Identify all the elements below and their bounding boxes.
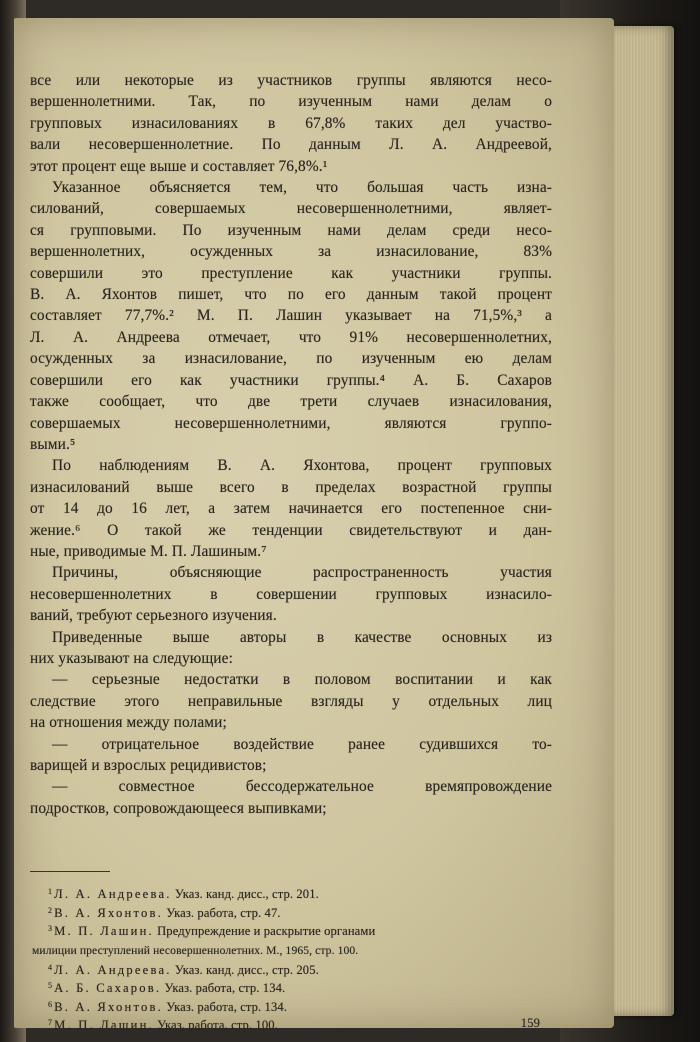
- footnote-text: Указ. работа, стр. 47.: [162, 905, 281, 920]
- footnote-number: 6: [48, 999, 53, 1009]
- footnote-number: 1: [48, 887, 53, 897]
- page-number: 159: [520, 1016, 540, 1031]
- text-line: вершеннолетних, осужденных за изнасилование, 83%: [30, 243, 552, 261]
- footnote: [30, 903, 552, 922]
- footnote: [30, 884, 552, 903]
- text-line: вершеннолетними. Так, по изученным нами делам о: [30, 93, 552, 111]
- footnote-text: милиции преступлений несовершеннолетних. М., 1965, стр. 100.: [32, 944, 359, 957]
- footnote-author: В. А. Яхонтов.: [54, 999, 163, 1014]
- footnote-author: М. П. Лашин.: [54, 1018, 154, 1033]
- text-line: ваний, требуют серьезного изучения.: [30, 607, 277, 625]
- footnotes: [30, 884, 552, 1034]
- text-line: также сообщает, что две трети случаев изнасилования,: [30, 393, 552, 411]
- text-line: совершили это преступление как участники группы.: [30, 264, 552, 282]
- text-line: силований, совершаемых несовершеннолетними, являет-: [30, 200, 552, 218]
- footnote: [30, 978, 552, 997]
- text-line: По наблюдениям В. А. Яхонтова, процент групповых: [52, 457, 552, 475]
- footnote: [30, 940, 552, 960]
- page-text: [30, 70, 552, 1034]
- text-line: них указывают на следующие:: [30, 649, 233, 667]
- text-line: групповых изнасилованиях в 67,8% таких дел участво-: [30, 114, 552, 132]
- text-line: от 14 до 16 лет, а затем начинается его постепенное сни-: [30, 500, 552, 518]
- text-line: совершили его как участники группы.⁴ А. Б. Сахаров: [30, 371, 552, 389]
- footnote: [30, 960, 552, 979]
- footnote-text: Указ. работа, стр. 100.: [153, 1018, 278, 1033]
- text-line: Л. А. Андреева отмечает, что 91% несовершеннолетних,: [30, 328, 552, 346]
- text-line: ные, приводимые М. П. Лашиным.⁷: [30, 542, 267, 560]
- text-line: выми.⁵: [30, 435, 76, 453]
- footnote-rule: [30, 871, 110, 872]
- text-line: все или некоторые из участников группы являются несо-: [30, 72, 552, 89]
- text-line: осужденных за изнасилование, по изученным ею делам: [30, 350, 552, 368]
- text-line: несовершеннолетних в совершении групповых изнасило-: [30, 585, 552, 603]
- footnote-text: Указ. работа, стр. 134.: [162, 999, 287, 1014]
- footnote-author: Л. А. Андреева.: [54, 887, 172, 902]
- text-line: — совместное бессодержательное времяпровождение: [52, 778, 552, 796]
- text-line: ся групповыми. По изученным нами делам среди несо-: [30, 221, 552, 239]
- footnote-text: Предупреждение и раскрытие органами: [153, 924, 376, 939]
- footnote: [30, 997, 552, 1016]
- footnote: [30, 921, 552, 940]
- footnote-text: Указ. канд. дисс., стр. 205.: [171, 962, 319, 977]
- footnote-number: 4: [48, 962, 53, 972]
- text-line: вали несовершеннолетние. По данным Л. А. Андреевой,: [30, 136, 552, 154]
- footnote-number: 5: [48, 981, 53, 991]
- footnote-author: А. Б. Сахаров.: [54, 981, 162, 996]
- text-line: следствие этого неправильные взгляды у отдельных лиц: [30, 692, 552, 710]
- footnote: [30, 1015, 552, 1034]
- text-line: В. А. Яхонтов пишет, что по его данным такой процент: [30, 286, 552, 304]
- text-line: на отношения между полами;: [30, 714, 227, 732]
- footnote-author: Л. А. Андреева.: [54, 962, 172, 977]
- text-line: изнасилований выше всего в пределах возрастной группы: [30, 478, 552, 496]
- text-line: Указанное объясняется тем, что большая часть изна-: [52, 179, 552, 197]
- text-line: составляет 77,7%.² М. П. Лашин указывает на 71,5%,³ а: [30, 307, 552, 325]
- footnote-author: В. А. Яхонтов.: [54, 905, 163, 920]
- text-line: подростков, сопровождающееся выпивками;: [30, 799, 327, 817]
- body-text: [30, 70, 552, 819]
- text-line: жение.⁶ О такой же тенденции свидетельствуют и дан-: [30, 521, 552, 539]
- footnote-text: Указ. канд. дисс., стр. 201.: [171, 887, 319, 902]
- text-line: Приведенные выше авторы в качестве основных из: [52, 628, 552, 646]
- text-line: варищей и взрослых рецидивистов;: [30, 757, 267, 774]
- footnote-author: М. П. Лашин.: [54, 924, 154, 939]
- footnote-number: 7: [48, 1018, 53, 1028]
- footnote-text: Указ. работа, стр. 134.: [161, 981, 286, 996]
- footnote-number: 3: [48, 924, 53, 934]
- text-line: этот процент еще выше и составляет 76,8%.¹: [30, 157, 328, 175]
- footnote-number: 2: [48, 905, 53, 915]
- page-edges: [610, 26, 674, 1016]
- text-line: Причины, объясняющие распространенность участия: [52, 564, 552, 582]
- text-line: — отрицательное воздействие ранее судившихся то-: [52, 735, 552, 753]
- text-line: совершаемых несовершеннолетними, являются группо-: [30, 414, 552, 432]
- text-line: — серьезные недостатки в половом воспитании и как: [52, 671, 552, 689]
